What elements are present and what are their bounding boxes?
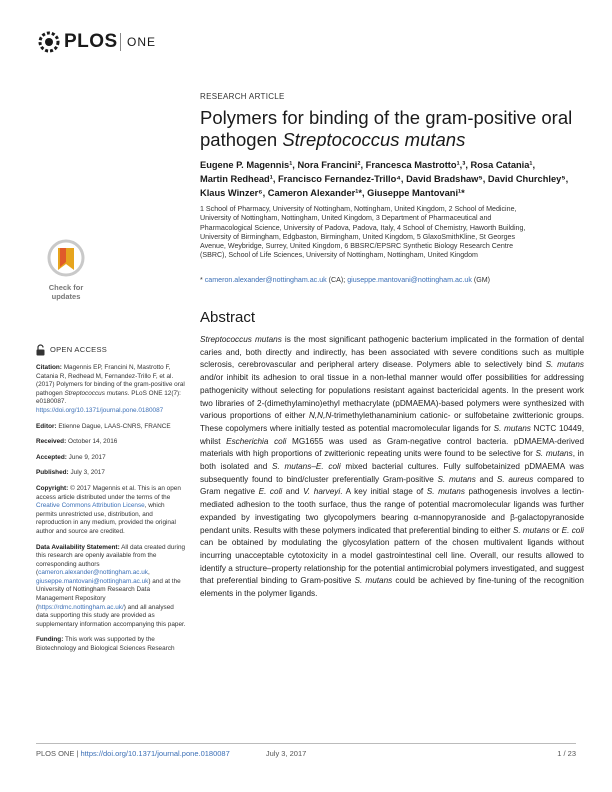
article-type: RESEARCH ARTICLE [200,92,285,101]
article-metadata-sidebar [36,344,186,661]
check-for-updates-badge[interactable] [38,238,94,300]
copyright-text: © 2017 Magennis et al. This is an open access article distributed under the terms of the [36,484,181,501]
published-date: July 3, 2017 [68,469,105,477]
open-lock-icon [36,344,45,356]
funding-text: This work was supported by the Biotechnology and Biological Sciences Research [36,636,175,653]
species-name: S. mutans [493,423,531,433]
author-list [200,158,580,200]
affiliation-line: (SBRC), School of Life Sciences, University of Nottingham, Nottingham, United Kingdom [200,251,478,260]
abstract-text: mixed bacterial cultures. Fully sulfobetainized pDMAEMA was subsequently found to bind/cluster preferentially Gram-positive [200,462,585,484]
received-block [36,438,186,447]
abstract-text: -trimethylethanaminium cationic- or sulfobetaine zwitterionic groups. These copolymers where initially tested as potential macromolecular ligands for [200,411,584,433]
cc-license-link[interactable]: Creative Commons Attribution License [36,502,145,510]
open-access-text: OPEN ACCESS [50,344,108,354]
data-email-link-ca[interactable]: cameron.alexander@nottingham.ac.uk [38,569,149,577]
species-name: S. mutans [535,449,573,459]
abstract-text: MG1655 was used as Gram-negative control bacteria. pDMAEMA-derived materials with high proportions of zwitterionic repeating units were found to be selective for [200,436,584,459]
footer-date: July 3, 2017 [265,749,307,758]
species-name: E. coli [258,487,283,497]
page-number: 1 / 23 [557,749,576,758]
species-name: S. mutans [354,576,393,586]
citation-block [36,364,186,416]
abstract-text: and [475,474,497,484]
received-date: October 14, 2016 [66,438,118,446]
citation-doi-link[interactable]: https://doi.org/10.1371/journal.pone.0180087 [36,406,164,414]
author-line: Eugene P. Magennis¹, Nora Francini², Francesca Mastrotto¹,³, Rosa Catania¹, [200,160,536,170]
chemical-prefix: N,N,N [308,411,332,421]
badge-text [38,283,94,301]
abstract-text: . A key initial stage of [340,487,427,497]
abstract-text: is the most significant pathogenic bacterium implicated in the formation of dental caries and, both directly and indirectly, has been associated with severe conditions such as multiple sclerosis, cerebrovascular and peripheral artery disease. Polymers able to selectively bind [200,335,584,370]
published-block [36,469,186,478]
badge-line-2: updates [51,292,81,301]
citation-text: Magennis EP, Francini N, Mastrotto F, Catania R, Redhead M, Fernandez-Trillo F, et al. (2017) Polymers for binding of the gram-positive oral pathogen [36,364,185,397]
footer-separator: | [74,749,81,758]
species-name: Streptococcus mutans [200,335,282,344]
author-line: Martin Redhead¹, Francisco Fernandez-Trillo⁴, David Bradshaw⁵, David Churchley⁵, [200,174,569,184]
data-availability-label: Data Availability Statement: [36,543,120,551]
open-access-label [36,344,186,356]
accepted-block [36,454,186,463]
citation-label: Citation: [36,364,62,371]
copyright-text-2: , which permits unrestricted use, distribution, and reproduction in any medium, provided the original author and source are credited. [36,502,176,535]
email-link-gm[interactable]: giuseppe.mantovani@nottingham.ac.uk [347,276,472,284]
abstract-text: – [311,462,316,472]
data-availability-block [36,544,186,630]
abstract-heading: Abstract [200,309,256,326]
editor-text: Etienne Dague, LAAS-CNRS, FRANCE [56,422,171,430]
badge-line-1: Check for [48,283,84,292]
published-label: Published: [36,469,69,477]
title-line-1: Polymers for binding of the gram-positive oral [200,107,573,128]
data-email-link-gm[interactable]: giuseppe.mantovani@nottingham.ac.uk [36,577,149,585]
abstract-text: can be obtained by modulating the glycosylation pattern of the chosen multivalent ligands without incurring unacceptable cytotoxicity in a model gastrointestinal cell line. Overall, our results allowed to identify a structure–property relationship for the potential antimicrobial polymers investigated, and suggest that preferential binding to Gram-positive [200,538,584,586]
logo-text: PLOS [64,31,118,52]
species-name: S. mutans [512,525,550,535]
footer-divider [36,743,576,744]
data-text-2: ) and at the University of Nottingham Research Data Management Repository ( [36,577,181,611]
data-text: All data created during this research are openly available from the corresponding authors ( [36,543,186,577]
copyright-block [36,485,186,537]
footer-doi-link[interactable]: https://doi.org/10.1371/journal.pone.0180087 [80,749,230,758]
abstract-text: , in both isolated and [200,449,584,472]
abstract-body [200,334,584,601]
accepted-date: June 9, 2017 [66,453,106,461]
funding-label: Funding: [36,636,64,644]
funding-block [36,636,186,653]
species-name: S. mutans [426,487,465,497]
citation-tail: . PLoS ONE 12(7): e0180087. [36,389,181,406]
abstract-text: and/or inhibit its adhesion to oral tissue in a non-lethal manner would offer possibilities for addressing pathogenicity without selecting for populations resistant against bactericidal agents. In the present work two libraries of 2-(dimethylamino)ethyl methacrylate (pDMAEMA)-based polymers were synthesized with various proportions of either [200,373,584,421]
title-species: Streptococcus mutans [282,129,466,150]
citation-species: Streptococcus mutans [64,389,128,397]
species-name: S. mutans [272,462,312,472]
affiliation-line: Avenue, Weybridge, Surrey, United Kingdom, 6 BBSRC/EPSRC Synthetic Biology Research Centre [200,242,514,251]
journal-name: ONE [127,35,157,49]
page-footer [36,749,576,758]
copyright-label: Copyright: [36,484,69,492]
correspondence [200,276,580,284]
article-title [200,107,590,151]
species-name: S. aureus [496,474,534,484]
editor-label: Editor: [36,422,57,430]
logo-divider [120,33,121,51]
affiliation-line: Pharmacological Science, University of Padova, Padova, Italy, 4 School of Chemistry, Haworth Building, [200,223,526,232]
affiliations [200,205,580,261]
data-text-sep: , [148,569,150,577]
corr-star: * [200,276,205,284]
bookmark-update-icon [38,238,94,278]
species-name: S. mutans [545,360,584,370]
affiliation-line: University of Nottingham, Nottingham, United Kingdom, 3 Department of Pharmaceutical and [200,214,492,223]
plos-one-logo [36,28,196,58]
affiliation-line: University of Birmingham, Edgbaston, Birmingham, United Kingdom, 5 GlaxoSmithKline, St Georges [200,232,516,241]
repository-link[interactable]: https://rdmc.nottingham.ac.uk/ [38,603,124,611]
species-name: S. mutans [437,474,476,484]
editor-block [36,423,186,432]
abstract-text: compared to Gram negative [200,474,585,497]
species-name: Escherichia coli [226,436,287,446]
abstract-text: pathogenesis involves a lectin-mediated adhesion to the tooth surface, thus the range of potential macromolecular ligands was further expanded by investigating two glycopolymers bearing α-mannopyranoside and β-galactopyranoside pendant units. Results with these polymers indicated that preferential binding to either [200,487,584,535]
title-line-2: pathogen [200,129,283,150]
abstract-text: NCTC 10449, whilst [200,423,584,446]
species-name: E. coli [315,462,341,472]
author-line: Klaus Winzer⁶, Cameron Alexander¹*, Giuseppe Mantovani¹* [200,188,465,198]
abstract-text: could be achieved by fine-tuning of the recognition elements in the polymer ligands. [200,576,584,599]
data-text-3: ) and all analysed data supporting this study are provided as supplementary information accompanying this paper. [36,603,186,628]
accepted-label: Accepted: [36,453,67,461]
footer-journal: PLOS ONE [36,749,75,758]
plos-logo-mark-icon [36,30,62,54]
received-label: Received: [36,438,67,446]
abstract-text: and [282,487,304,497]
species-name: E. coli [561,525,584,535]
species-name: V. harveyi [303,487,341,497]
affiliation-line: 1 School of Pharmacy, University of Nottingham, Nottingham, United Kingdom, 2 School of Medicine, [200,205,517,213]
corr-end: (GM) [471,276,491,284]
abstract-text: or [549,525,562,535]
email-link-ca[interactable]: cameron.alexander@nottingham.ac.uk [204,276,327,284]
corr-mid: (CA); [326,276,348,284]
